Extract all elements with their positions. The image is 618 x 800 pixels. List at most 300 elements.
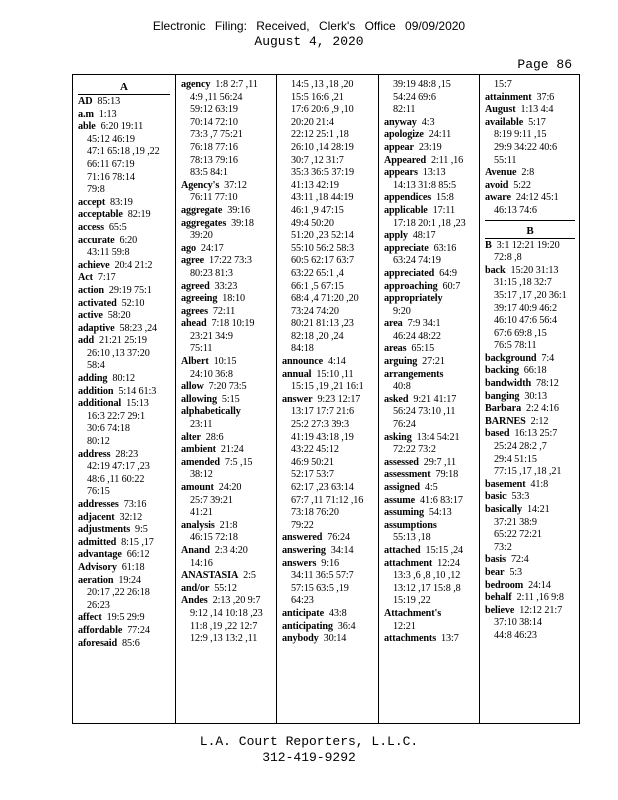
index-word: appendices (384, 192, 432, 204)
page-line-refs: 83:5 84:1 (190, 167, 228, 179)
page-line-refs: 76:24 (327, 532, 350, 544)
page-line-refs: 24:12 45:1 (515, 192, 559, 204)
page-line-refs: 24:10 36:8 (190, 368, 233, 380)
page-line-refs: 15:20 31:13 (510, 264, 559, 276)
index-entry (181, 570, 272, 583)
page-line-refs: 46:9 50:21 (291, 456, 334, 468)
index-entry (384, 167, 475, 180)
index-word: agreeing (181, 293, 218, 305)
page-line-refs: 46:15 72:18 (190, 532, 238, 544)
index-word: background (485, 352, 537, 364)
page-line-refs: 2:13 ,20 9:7 (212, 595, 261, 607)
index-entry (78, 575, 170, 588)
page-line-refs: 85:13 (97, 96, 121, 107)
page-line-refs: 9:21 41:17 (413, 393, 457, 405)
index-word: affect (78, 612, 102, 624)
page-line-refs: 5:17 (528, 116, 546, 128)
page-line-refs: 13:17 17:7 21:6 (291, 406, 355, 418)
index-word: alphabetically (181, 406, 241, 418)
index-word: basic (485, 491, 507, 503)
index-word: Albert (181, 356, 209, 368)
page-line-refs: 76:18 77:16 (190, 141, 238, 153)
page-line-refs: 41:13 42:19 (291, 179, 339, 191)
index-entry (384, 155, 475, 168)
page-line-refs: 25:2 27:3 39:3 (291, 419, 350, 431)
page-line-refs: 25:24 28:2 ,7 (494, 441, 547, 453)
page-line-refs: 13:4 54:21 (416, 431, 460, 443)
page-line-refs: 78:12 (536, 378, 559, 390)
index-entry (282, 621, 374, 634)
index-word: annual (282, 368, 312, 380)
index-word: bear (485, 566, 505, 578)
index-entry (384, 633, 475, 646)
page-line-refs: 16:13 25:7 (514, 428, 558, 440)
index-word: attachments (384, 633, 437, 645)
page-line-refs: 19:5 29:9 (106, 612, 145, 624)
page-line-refs: 61:18 (121, 561, 145, 573)
index-word: believe (485, 604, 515, 616)
page-line-refs: 41:8 (530, 478, 549, 490)
page-line-refs: 64:23 (291, 595, 314, 607)
index-entry (78, 335, 170, 348)
page-line-refs: 11:8 ,19 ,22 12:7 (190, 620, 258, 632)
page-line-refs: 32:12 (119, 511, 143, 523)
index-entry (181, 381, 272, 394)
index-word: attachment (384, 557, 433, 569)
index-entry (78, 109, 170, 122)
page-line-refs: 76:15 (87, 486, 110, 498)
page-line-refs: 71:16 78:14 (87, 171, 135, 183)
page-line-refs: 2:2 4:16 (526, 403, 559, 415)
index-entry (384, 268, 475, 281)
index-entry (181, 520, 272, 533)
index-entry (384, 495, 475, 508)
page-line-refs: 29:7 ,11 (423, 456, 456, 468)
page-line-refs: 13:13 (422, 167, 446, 179)
index-word: accept (78, 196, 106, 208)
page-line-refs: 24:17 (200, 242, 224, 254)
page-line-refs: 58:4 (87, 360, 105, 372)
page-line-refs: 63:22 65:1 ,4 (291, 267, 344, 279)
index-entry (384, 507, 475, 520)
index-word: Attachment's (384, 607, 442, 619)
page-line-refs: 15:19 ,22 (393, 595, 431, 607)
index-entry (181, 394, 272, 407)
index-entry (485, 479, 575, 492)
page-line-refs: 7:17 (97, 272, 116, 284)
page-line-refs: 57:15 63:5 ,19 (291, 582, 349, 594)
page-line-refs: 14:16 (190, 557, 213, 569)
page-line-refs: 79:18 (435, 469, 459, 481)
index-entry (485, 403, 575, 416)
page-line-refs: 18:10 (222, 293, 245, 305)
index-word: agency (181, 79, 211, 90)
index-word: assigned (384, 482, 421, 493)
index-word: amended (181, 456, 220, 468)
page-line-refs: 76:11 77:10 (190, 192, 238, 204)
page-line-refs: 55:13 ,18 (393, 532, 431, 544)
index-entry (181, 583, 272, 596)
index-word: Andes (181, 595, 208, 607)
page-line-refs: 5:15 (221, 393, 240, 405)
page-line-refs: 21:21 25:19 (99, 335, 147, 347)
index-entry (384, 318, 475, 331)
index-entry (485, 416, 575, 429)
reporter-name: L.A. Court Reporters, L.L.C. (199, 734, 419, 749)
page-line-refs: 4:3 (421, 116, 435, 128)
index-entry (78, 235, 170, 248)
index-word: aforesaid (78, 637, 118, 649)
page-line-refs: 48:6 ,11 60:22 (87, 473, 145, 485)
index-entry (78, 449, 170, 462)
page-line-refs: 7:9 34:1 (407, 318, 441, 330)
index-entry (78, 386, 170, 399)
page-line-refs: 25:7 39:21 (190, 494, 233, 506)
index-word: approaching (384, 280, 438, 292)
index-entry (384, 369, 475, 382)
page-line-refs: 17:18 20:1 ,18 ,23 (393, 217, 466, 229)
page-line-refs: 41:19 43:18 ,19 (291, 431, 354, 443)
index-entry (384, 343, 475, 356)
page-line-refs: 58:23 ,24 (119, 322, 158, 334)
index-word: banging (485, 390, 520, 402)
index-word: assessed (384, 456, 419, 468)
page-line-refs: 35:3 36:5 37:19 (291, 167, 355, 179)
page-line-refs: 24:11 (428, 129, 452, 141)
index-word: Act (78, 272, 93, 284)
index-word: Agency's (181, 179, 220, 191)
index-entry (485, 104, 575, 117)
page-line-refs: 7:18 10:19 (211, 318, 255, 330)
page-line-refs: 30:13 (524, 390, 548, 402)
index-word: back (485, 264, 506, 276)
page-line-refs: 39:19 48:8 ,15 (393, 79, 451, 90)
page-line-refs: 63:16 (433, 242, 457, 254)
page-line-refs: 3:1 12:21 19:20 (496, 239, 560, 251)
page-line-refs: 24:14 (528, 579, 551, 591)
index-word: action (78, 284, 104, 296)
index-word: allow (181, 381, 204, 393)
index-entry (181, 79, 272, 92)
page-line-refs: 65:15 (411, 343, 435, 355)
index-word: apply (384, 230, 408, 242)
page-line-refs: 26:23 (87, 599, 110, 611)
word-index-table (72, 74, 580, 724)
page-line-refs: 82:18 ,20 ,24 (291, 330, 344, 342)
page-line-refs: 24:20 (218, 482, 242, 493)
page-line-refs: 46:24 48:22 (393, 330, 441, 342)
index-entry (181, 318, 272, 331)
index-entry (384, 356, 475, 369)
index-word: behalf (485, 592, 512, 604)
index-entry (181, 457, 272, 470)
page-line-refs: 77:15 ,17 ,18 ,21 (494, 466, 562, 478)
index-entry (485, 353, 575, 366)
index-entry (485, 240, 575, 253)
index-word: affordable (78, 624, 123, 636)
index-word: basement (485, 478, 526, 490)
index-word: August (485, 104, 516, 116)
page-line-refs: 12:21 (393, 620, 416, 632)
page-line-refs: 38:12 (190, 469, 213, 481)
index-word: answers (282, 557, 317, 569)
index-entry (78, 121, 170, 134)
page-line-refs: 66:18 (523, 365, 547, 377)
index-word: assessment (384, 469, 431, 481)
index-word: add (78, 335, 95, 347)
page-line-refs: 34:11 36:5 57:7 (291, 570, 354, 582)
page-line-refs: 39:18 (231, 217, 254, 229)
page-line-refs: 9:23 12:17 (317, 393, 361, 405)
index-entry (181, 444, 272, 457)
index-entry (78, 260, 170, 273)
index-word: Appeared (384, 154, 427, 166)
page-line-refs: 15:7 (494, 79, 512, 90)
page-line-refs: 4:9 ,11 56:24 (190, 91, 243, 103)
page-line-refs: 55:11 (494, 154, 517, 166)
index-word: allowing (181, 393, 217, 405)
page-line-refs: 36:4 (337, 620, 356, 632)
page-line-refs: 55:10 56:2 58:3 (291, 242, 355, 254)
page-line-refs: 12:24 (437, 557, 460, 569)
index-entry (78, 499, 170, 512)
page-line-refs: 53:3 (511, 491, 530, 503)
index-word: agreed (181, 280, 210, 292)
index-word: attached (384, 544, 421, 556)
page-line-refs: 1:8 2:7 ,11 (215, 79, 258, 90)
page-line-refs: 60:5 62:17 63:7 (291, 255, 355, 267)
page-line-refs: 43:22 45:12 (291, 444, 339, 456)
page-line-refs: 73:3 ,7 75:21 (190, 129, 243, 141)
index-entry (485, 567, 575, 580)
index-word: assume (384, 494, 416, 506)
index-word: adjustments (78, 524, 131, 536)
index-word: bandwidth (485, 378, 532, 390)
index-entry (384, 142, 475, 155)
index-word: area (384, 318, 403, 330)
index-entry (78, 272, 170, 285)
index-entry (78, 625, 170, 638)
page-line-refs: 15:15 ,19 ,21 16:1 (291, 381, 364, 393)
index-entry (78, 398, 170, 411)
index-word: asking (384, 431, 412, 443)
index-word: anticipating (282, 620, 333, 632)
index-word: based (485, 428, 510, 440)
index-entry (384, 281, 475, 294)
index-word: analysis (181, 519, 215, 531)
page-line-refs: 48:17 (412, 230, 436, 242)
section-divider (485, 220, 575, 223)
page-line-refs: 2:8 (521, 167, 535, 179)
page-line-refs: 29:9 34:22 40:6 (494, 141, 558, 153)
index-word: appreciated (384, 267, 435, 279)
page-line-refs: 80:12 (87, 436, 110, 448)
index-word: and/or (181, 582, 210, 594)
index-word: appear (384, 141, 414, 153)
page-line-refs: 67:6 69:8 ,15 (494, 327, 547, 339)
page-line-refs: 20:4 21:2 (114, 259, 153, 271)
page-line-refs: 79:22 (291, 519, 314, 531)
index-word: bedroom (485, 579, 524, 591)
index-word: AD (78, 96, 93, 107)
index-word: accurate (78, 234, 115, 246)
index-word: address (78, 448, 111, 460)
index-entry (485, 428, 575, 441)
page-line-refs: 55:12 (214, 582, 237, 594)
index-entry (78, 96, 170, 109)
index-entry (485, 592, 575, 605)
section-letter: B (485, 225, 575, 239)
index-word: Avenue (485, 167, 517, 179)
index-entry (78, 638, 170, 651)
index-word: addition (78, 385, 114, 397)
index-word: achieve (78, 259, 110, 271)
page-line-refs: 20:20 21:4 (291, 116, 334, 128)
page-line-refs: 9:12 ,14 10:18 ,23 (190, 607, 263, 619)
index-word: answered (282, 532, 323, 544)
index-word: advantage (78, 549, 122, 561)
index-entry (282, 558, 374, 571)
page-line-refs: 9:20 (393, 305, 411, 317)
index-entry (485, 92, 575, 105)
index-word: aggregate (181, 204, 223, 216)
index-word: admitted (78, 536, 117, 548)
page-line-refs: 17:6 20:6 ,9 ,10 (291, 104, 354, 116)
index-word: ANASTASIA (181, 570, 239, 582)
page-line-refs: 49:4 50:20 (291, 217, 334, 229)
index-entry (282, 356, 374, 369)
page-line-refs: 23:21 34:9 (190, 330, 233, 342)
page-line-refs: 6:20 19:11 (100, 121, 144, 133)
index-word: adding (78, 373, 108, 385)
page-line-refs: 15:5 16:6 ,21 (291, 91, 344, 103)
page-line-refs: 28:23 (115, 448, 139, 460)
page-line-refs: 7:4 (541, 352, 555, 364)
page-line-refs: 35:17 ,17 ,20 36:1 (494, 289, 567, 301)
index-word: active (78, 310, 103, 322)
index-entry (485, 491, 575, 504)
index-word: answering (282, 544, 326, 556)
index-word: adjacent (78, 511, 115, 523)
page-line-refs: 5:14 61:3 (118, 385, 157, 397)
page-line-refs: 43:8 (328, 607, 347, 619)
page-line-refs: 73:16 (123, 499, 147, 510)
index-entry (181, 595, 272, 608)
page-line-refs: 12:9 ,13 13:2 ,11 (190, 633, 258, 645)
page-line-refs: 73:2 (494, 541, 512, 553)
page-line-refs: 23:11 (190, 419, 213, 431)
page-line-refs: 10:15 (213, 356, 237, 368)
index-entry (485, 605, 575, 618)
page-line-refs: 42:19 47:17 ,23 (87, 461, 150, 473)
index-word: adaptive (78, 322, 115, 334)
index-word: Advisory (78, 561, 117, 573)
index-entry (181, 255, 272, 268)
page-line-refs: 43:11 ,18 44:19 (291, 192, 354, 204)
index-word: B (485, 239, 492, 251)
index-entry (78, 562, 170, 575)
index-entry (485, 580, 575, 593)
section-letter: A (78, 81, 170, 95)
filing-header: Electronic Filing: Received, Clerk's Office 09/09/2020 (152, 19, 466, 33)
page-line-refs: 13:3 ,6 ,8 ,10 ,12 (393, 570, 461, 582)
index-entry (78, 537, 170, 550)
page-line-refs: 73:18 76:20 (291, 507, 339, 519)
page-line-refs: 65:5 (108, 221, 127, 233)
page-line-refs: 37:10 38:14 (494, 617, 542, 629)
page-line-refs: 52:17 53:7 (291, 469, 334, 481)
page-line-refs: 15:8 (436, 192, 454, 204)
page-line-refs: 7:5 ,15 (224, 456, 253, 468)
page-line-refs: 56:24 73:10 ,11 (393, 406, 456, 418)
page-line-refs: 37:21 38:9 (494, 516, 537, 528)
page-line-refs: 2:11 ,16 9:8 (516, 592, 564, 604)
index-word: a.m (78, 108, 94, 120)
index-entry (384, 469, 475, 482)
index-entry (78, 549, 170, 562)
page-line-refs: 14:5 ,13 ,18 ,20 (291, 79, 354, 90)
index-entry (282, 545, 374, 558)
index-word: agrees (181, 305, 208, 317)
page-line-refs: 82:19 (127, 209, 151, 221)
page-line-refs: 62:17 ,23 63:14 (291, 482, 354, 493)
page-line-refs: 17:22 73:3 (208, 255, 252, 267)
index-word: ambient (181, 444, 216, 456)
index-entry (485, 554, 575, 567)
index-word: alter (181, 431, 201, 443)
index-entry (181, 243, 272, 256)
page-line-refs: 26:10 ,13 37:20 (87, 347, 150, 359)
index-entry (485, 365, 575, 378)
index-word: assuming (384, 507, 424, 519)
index-word: asked (384, 393, 409, 405)
page-line-refs: 73:24 74:20 (291, 305, 339, 317)
page-line-refs: 39:17 40:9 46:2 (494, 302, 558, 314)
index-entry (485, 378, 575, 391)
index-word: amount (181, 482, 214, 493)
index-entry (282, 608, 374, 621)
page-line-refs: 58:20 (107, 310, 131, 322)
index-word: appreciate (384, 242, 429, 254)
page-line-refs: 14:21 (526, 504, 550, 515)
page-line-refs: 1:13 (98, 108, 117, 120)
page-line-refs: 52:10 (121, 297, 145, 309)
page-line-refs: 44:8 46:23 (494, 629, 537, 641)
reporter-phone: 312-419-9292 (262, 750, 356, 765)
page-line-refs: 79:8 (87, 184, 105, 196)
page-line-refs: 76:24 (393, 419, 416, 431)
page-line-refs: 4:5 (424, 482, 438, 493)
page-line-refs: 22:12 25:1 ,18 (291, 129, 349, 141)
index-entry (384, 117, 475, 130)
index-entry (485, 265, 575, 278)
index-column-3 (276, 75, 379, 723)
index-entry (384, 558, 475, 571)
page-line-refs: 64:9 (439, 267, 457, 279)
index-entry (181, 180, 272, 193)
page-line-refs: 65:22 72:21 (494, 529, 542, 541)
page-line-refs: 15:15 ,24 (425, 544, 464, 556)
index-entry (384, 482, 475, 495)
index-column-4 (378, 75, 480, 723)
index-word: anybody (282, 633, 319, 645)
index-entry (485, 180, 575, 193)
index-word: backing (485, 365, 519, 377)
page-line-refs: 39:20 (190, 230, 213, 242)
index-word: arguing (384, 356, 418, 368)
index-word: attainment (485, 91, 532, 103)
index-entry (78, 512, 170, 525)
